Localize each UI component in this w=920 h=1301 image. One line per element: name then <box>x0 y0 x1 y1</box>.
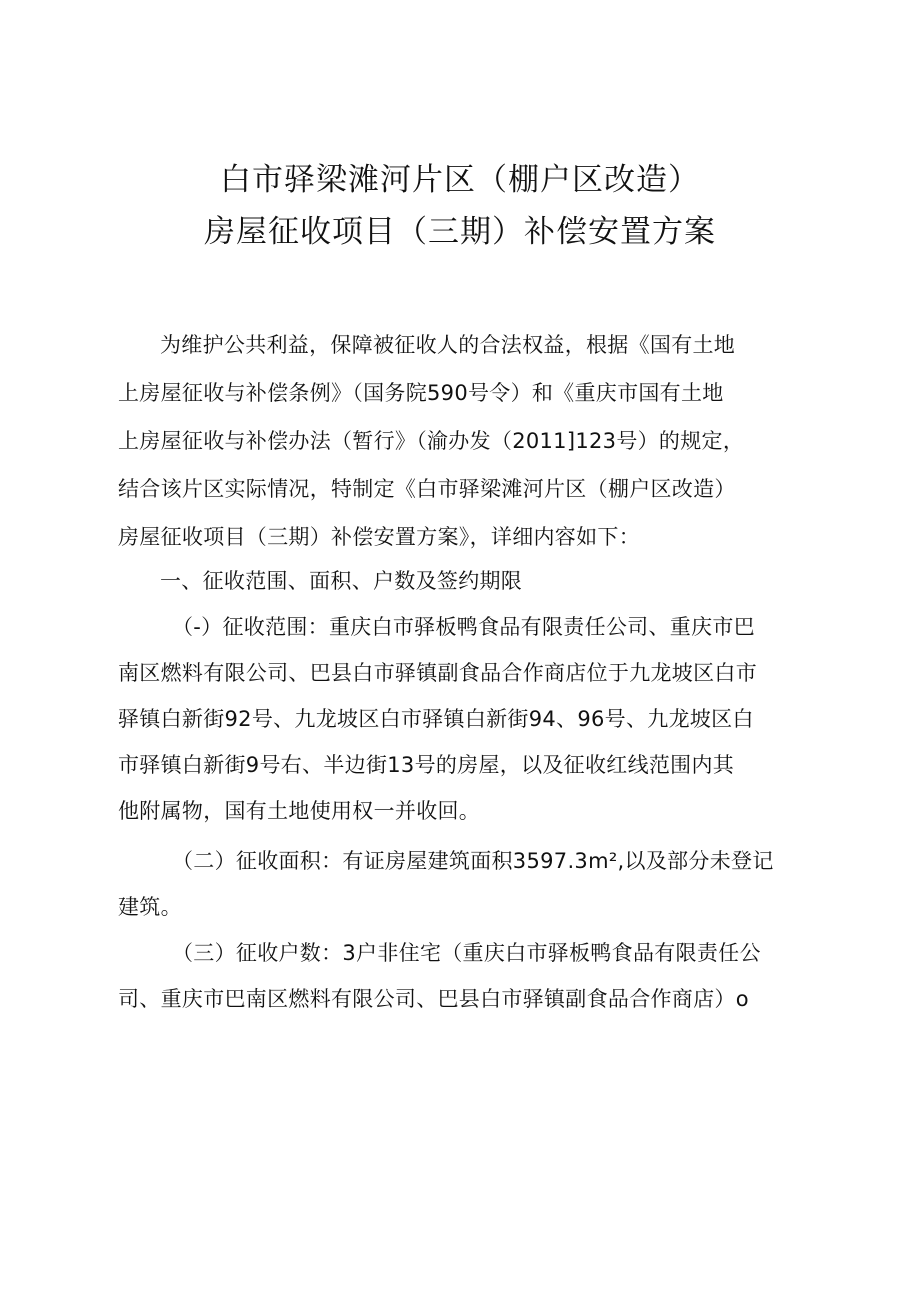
paragraph-intro-line-4: 结合该片区实际情况，特制定《白市驿梁滩河片区（棚户区改造） <box>118 477 736 501</box>
paragraph-area-line-2: 建筑。 <box>118 895 182 919</box>
document-title-line-2: 房屋征收项目（三期）补偿安置方案 <box>204 214 716 250</box>
paragraph-scope-line-4: 市驿镇白新街9号右、半边街13号的房屋，以及征收红线范围内其 <box>118 753 735 777</box>
paragraph-households-line-1: （三）征收户数：3户非住宅（重庆白市驿板鸭食品有限责任公 <box>172 941 761 965</box>
paragraph-scope-line-5: 他附属物，国有土地使用权一并收回。 <box>118 799 481 823</box>
document-title-line-1: 白市驿梁滩河片区（棚户区改造） <box>220 162 700 198</box>
paragraph-intro-line-3: 上房屋征收与补偿办法（暂行》（渝办发（2011]123号）的规定， <box>118 429 745 453</box>
paragraph-intro-line-5: 房屋征收项目（三期）补偿安置方案》，详细内容如下： <box>118 525 640 549</box>
paragraph-scope-line-3: 驿镇白新街92号、九龙坡区白市驿镇白新街94、96号、九龙坡区白 <box>118 707 754 731</box>
paragraph-scope-line-1: （-）征收范围：重庆白市驿板鸭食品有限责任公司、重庆市巴 <box>172 615 755 639</box>
paragraph-intro-line-1: 为维护公共利益，保障被征收人的合法权益，根据《国有土地 <box>160 333 736 357</box>
paragraph-households-line-2: 司、重庆市巴南区燃料有限公司、巴县白市驿镇副食品合作商店）o <box>118 987 749 1011</box>
paragraph-area-line-1: （二）征收面积：有证房屋建筑面积3597.3m²,以及部分未登记 <box>172 849 774 873</box>
paragraph-intro-line-2: 上房屋征收与补偿条例》（国务院590号令）和《重庆市国有土地 <box>118 381 724 405</box>
section-heading-1: 一、征收范围、面积、户数及签约期限 <box>160 569 523 593</box>
paragraph-scope-line-2: 南区燃料有限公司、巴县白市驿镇副食品合作商店位于九龙坡区白市 <box>118 661 757 685</box>
